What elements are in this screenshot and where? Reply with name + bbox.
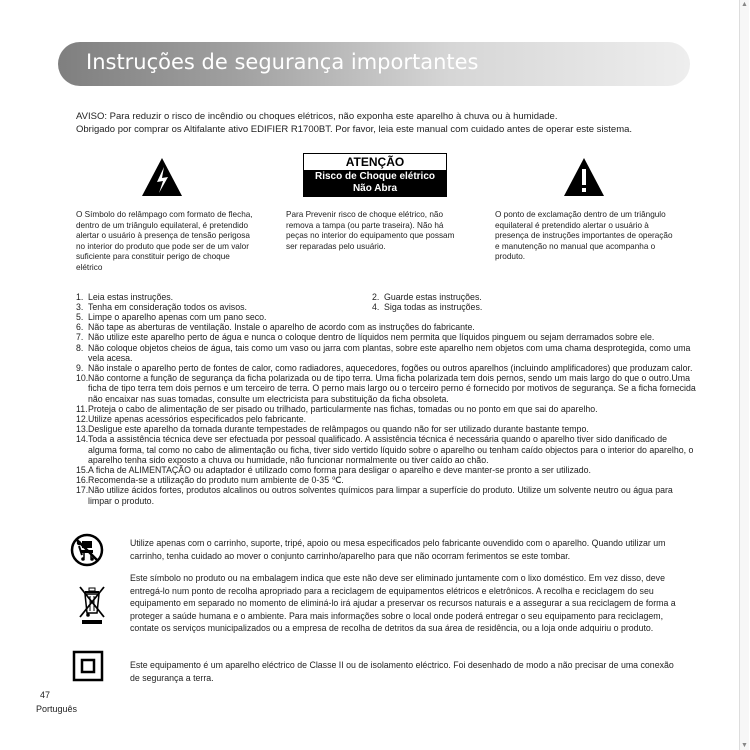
attention-line-1: Risco de Choque elétrico xyxy=(314,171,436,182)
scroll-up-icon[interactable]: ▲ xyxy=(741,1,748,8)
list-item: 8. Não coloque objetos cheios de água, tais como um vaso ou jarra com plantas, sobre este aparelho nem objetos com uma chama desprotegida, como uma vela acesa. xyxy=(76,342,691,363)
class-ii-text: Este equipamento é um aparelho eléctrico de Classe II ou de isolamento eléctrico. Foi desenhado de modo a não precisar de uma conexão de segurança a terra. xyxy=(130,660,674,683)
list-item: 10. Não contorne a função de segurança da ficha polarizada ou de tipo terra. Uma ficha polarizada tem dois pernos, sendo um mais largo do que o outro.Uma ficha de tipo terra tem dois pernos e um terceiro de terra. O perno mais largo ou o terceiro perno é fornecido por motivos de segurança. Se a ficha fornecida não encaixar nas suas tomadas, consulte um electricista para substituição da ficha obsoleta. xyxy=(76,373,696,404)
scroll-down-icon[interactable]: ▼ xyxy=(741,742,748,749)
weee-text: Este símbolo no produto ou na embalagem indica que este não deve ser eliminado juntamente com o lixo doméstico. Em vez disso, deve entregá-lo num ponto de recolha apropriado para a reciclagem de equipamentos elétricos e eletrônicos. A recolha e reciclagem do seu equipamento em separado no momento de eliminá-lo irá ajudar a preservar os recursos naturais e a assegurar a sua reciclagem de forma a proteger a saúde humana e o ambiente. Para mais informações sobre o local onde poderá entregar o seu equipamento para reciclagem, contate os serviços municipalizados ou a empresa de recolha de detritos da sua área de residência, ou a loja onde adquiriu o produto. xyxy=(130,573,676,633)
cart-tip-over-icon xyxy=(70,533,104,567)
list-item: 13. Desligue este aparelho da tomada durante tempestades de relâmpagos ou quando não for ser utilizado durante bastante tempo. xyxy=(76,424,589,435)
list-item: 12. Utilize apenas acessórios especificados pelo fabricante. xyxy=(76,414,307,425)
attention-body xyxy=(304,170,446,196)
list-item: 14. Toda a assistência técnica deve ser efectuada por pessoal qualificado. A assistência técnica é necessária quando o aparelho tiver sido danificado de alguma forma, tal como no cabo de alimentação ou ficha, tiver sido vertido líquido sobre o aparelho ou tenham caído objectos para o interior do aparelho, o aparelho tenha sido exposto a chuva ou humidade, não funcionar normalmente ou tiver caído ao chão. xyxy=(76,434,694,465)
exclamation-warning-icon xyxy=(562,156,606,200)
lightning-warning-icon xyxy=(140,156,184,200)
list-item: 11. Proteja o cabo de alimentação de ser pisado ou trilhado, particularmente nas fichas, tomadas ou no ponto em que sai do aparelho. xyxy=(76,403,598,414)
list-item: 6. Não tape as aberturas de ventilação. Instale o aparelho de acordo com as instruções do fabricante. xyxy=(76,322,475,333)
list-item: 3. Tenha em consideração todos os avisos. xyxy=(76,302,247,313)
lightning-symbol-text: O Símbolo do relâmpago com formato de flecha, dentro de um triângulo equilateral, é pretendido alertar o usuário à presença de tensão perigosa no interior do produto que pode ser de um valor suficiente para constituir perigo de choque elétrico xyxy=(76,210,253,272)
list-item: 4. Siga todas as instruções. xyxy=(372,302,483,313)
list-item: 1. Leia estas instruções. xyxy=(76,292,174,302)
list-item: 9. Não instale o aparelho perto de fontes de calor, como radiadores, aquecedores, fogões ou outros aparelhos (incluindo amplificadores) que produzam calor. xyxy=(76,363,693,374)
list-item: 17. Não utilize ácidos fortes, produtos alcalinos ou outros solventes químicos para limpar a superfície do produto. Utilize um solvente neutro ou água para limpar o produto. xyxy=(76,485,673,506)
attention-title: ATENÇÃO xyxy=(345,155,405,169)
list-item: 15. A ficha de ALIMENTAÇÃO ou adaptador é utilizado como forma para desligar o aparelho e deve manter-se pronto a ser utilizado. xyxy=(76,465,592,476)
vertical-scrollbar[interactable] xyxy=(739,0,749,750)
thanks-line: Obrigado por comprar os Altifalante ativo EDIFIER R1700BT. Por favor, leia este manual com cuidado antes de operar este sistema. xyxy=(76,124,633,135)
instruction-list xyxy=(76,312,698,506)
intro-warning xyxy=(76,110,696,136)
cart-warning-text: Utilize apenas com o carrinho, suporte, tripé, apoio ou mesa especificados pelo fabricante ouvendido com o aparelho. Quando utilizar um carrinho, tenha cuidado ao mover o conjunto carrinho/aparelho para que não ocorram ferimentos se este tombar. xyxy=(130,538,666,561)
attention-label xyxy=(303,153,447,197)
crossed-bin-icon xyxy=(77,585,107,627)
attention-symbol-text: Para Prevenir risco de choque elétrico, não remova a tampa (ou parte traseira). Não há peças no interior do equipamento que possam ser reparadas pelo usuário. xyxy=(286,210,455,251)
page-number: 47 xyxy=(40,690,51,700)
list-item: 7. Não utilize este aparelho perto de água e nunca o coloque dentro de líquidos nem permita que líquidos pinguem ou sejam derramados sobre ele. xyxy=(76,332,655,343)
warning-line: AVISO: Para reduzir o risco de incêndio ou choques elétricos, não exponha este aparelho à chuva ou à humidade. xyxy=(76,111,558,122)
instruction-list-right xyxy=(372,292,672,312)
class-ii-insulation-icon xyxy=(72,650,104,682)
page-title: Instruções de segurança importantes xyxy=(86,50,479,74)
list-item: 16. Recomenda-se a utilização do produto num ambiente de 0-35 ℃. xyxy=(76,475,344,486)
exclamation-symbol-text: O ponto de exclamação dentro de um triângulo equilateral é pretendido alertar o usuário à presença de instruções importantes de operação e manutenção no manual que acompanha o produto. xyxy=(495,210,673,261)
list-item: 2. Guarde estas instruções. xyxy=(372,292,482,302)
language-label: Português xyxy=(36,704,78,714)
list-item: 5. Limpe o aparelho apenas com um pano seco. xyxy=(76,312,267,322)
attention-line-2: Não Abra xyxy=(352,182,398,194)
instruction-list-left xyxy=(76,292,376,312)
